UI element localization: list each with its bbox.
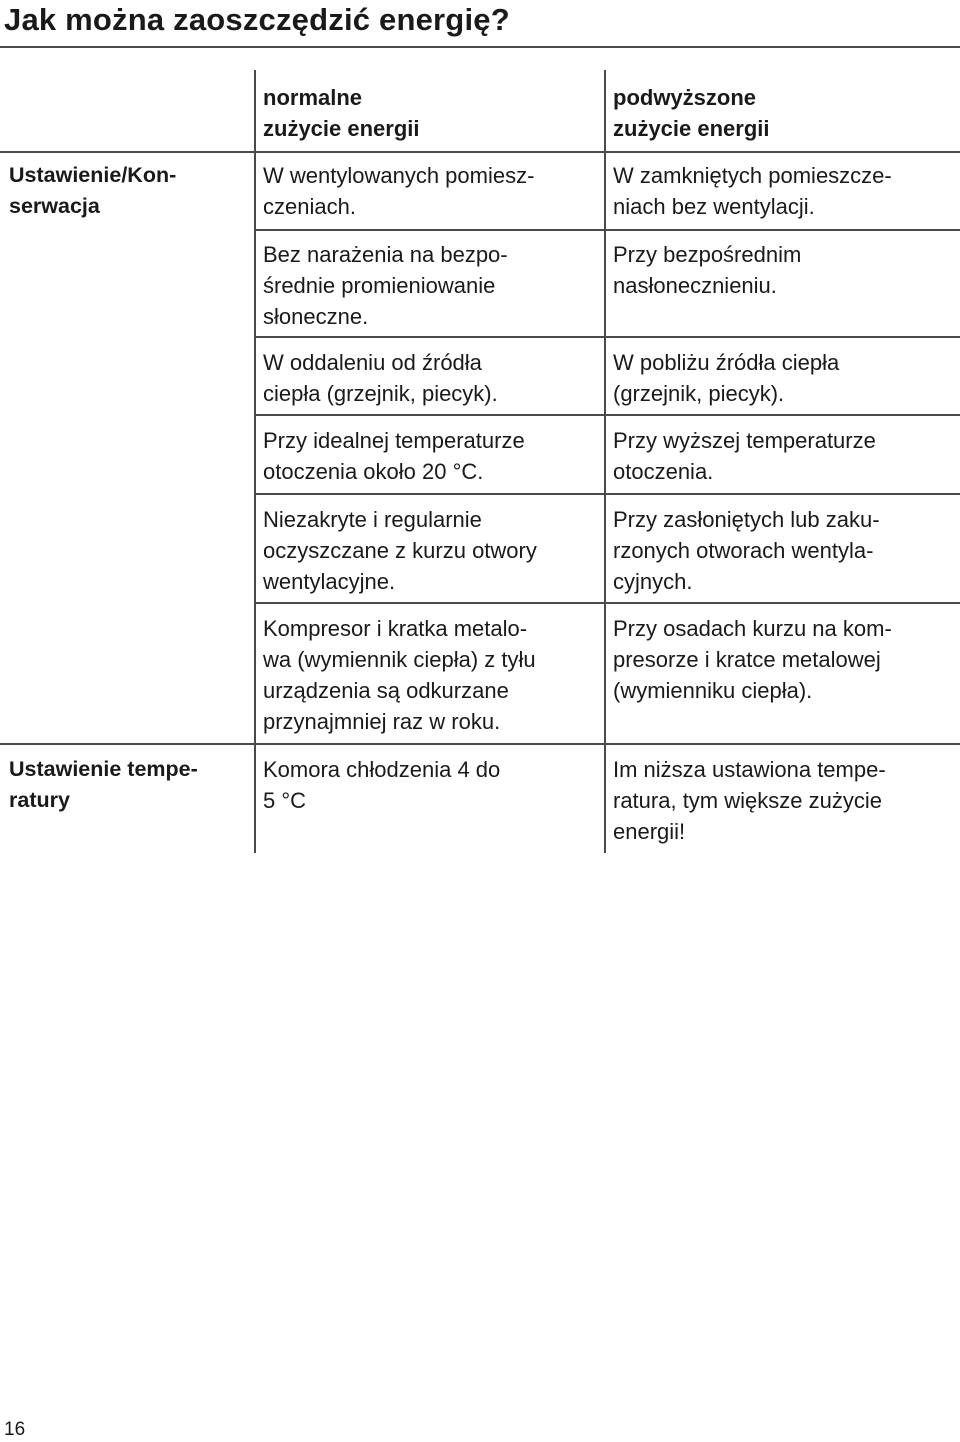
table-cell-high: Im niższa ustawiona tempe- ratura, tym większe zużycie energii! <box>613 757 886 844</box>
table-cell-high: Przy zasłoniętych lub zaku- rzonych otworach wentyla- cyjnych. <box>613 507 880 594</box>
table-cell-normal: Kompresor i kratka metalo- wa (wymiennik ciepła) z tyłu urządzenia są odkurzane przynajmniej raz w roku. <box>263 616 536 734</box>
table-cell-normal: Niezakryte i regularnie oczyszczane z kurzu otwory wentylacyjne. <box>263 507 537 594</box>
row-divider <box>0 151 960 153</box>
table-cell-high: Przy wyższej temperaturze otoczenia. <box>613 428 876 484</box>
page-title: Jak można zaoszczędzić energię? <box>4 2 510 37</box>
row-group-label-temperature: Ustawienie tempe- ratury <box>9 757 198 812</box>
table-cell-high: W zamkniętych pomieszcze- niach bez wentylacji. <box>613 163 892 219</box>
row-divider <box>254 414 960 416</box>
row-divider <box>0 743 960 745</box>
row-divider <box>254 229 960 231</box>
table-cell-normal: Przy idealnej temperaturze otoczenia około 20 °C. <box>263 428 525 484</box>
row-divider <box>254 493 960 495</box>
row-group-label-setup: Ustawienie/Kon- serwacja <box>9 163 177 218</box>
page-number: 16 <box>4 1419 26 1440</box>
table-cell-high: W pobliżu źródła ciepła (grzejnik, piecyk). <box>613 350 840 406</box>
table-cell-high: Przy bezpośrednim nasłonecznieniu. <box>613 242 802 298</box>
table-cell-normal: Komora chłodzenia 4 do 5 °C <box>263 757 501 813</box>
table-cell-normal: W oddaleniu od źródła ciepła (grzejnik, piecyk). <box>263 350 498 406</box>
title-divider <box>0 46 960 48</box>
table-cell-normal: Bez narażenia na bezpo- średnie promieniowanie słoneczne. <box>263 242 508 329</box>
column-divider-right <box>604 70 606 853</box>
row-divider <box>254 336 960 338</box>
row-divider <box>254 602 960 604</box>
table-cell-normal: W wentylowanych pomiesz- czeniach. <box>263 163 535 219</box>
table-cell-high: Przy osadach kurzu na kom- presorze i kratce metalowej (wymienniku ciepła). <box>613 616 892 703</box>
column-header-high: podwyższone zużycie energii <box>613 85 770 141</box>
column-divider-left <box>254 70 256 853</box>
column-header-normal: normalne zużycie energii <box>263 85 420 141</box>
